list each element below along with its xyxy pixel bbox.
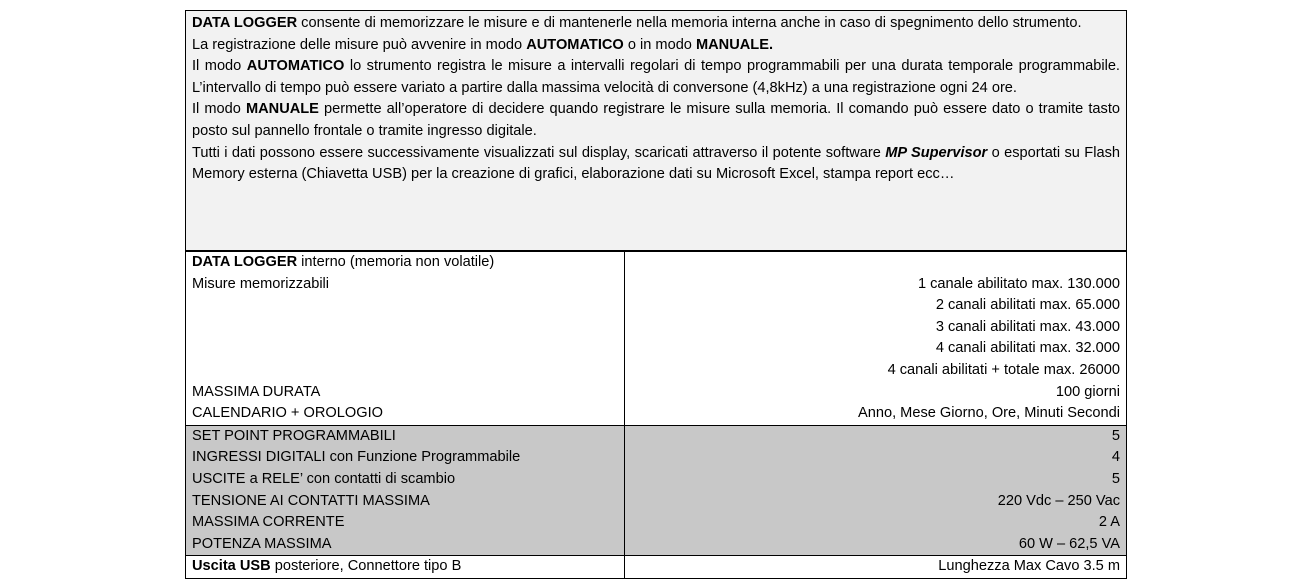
spec-value-potenza: 60 W – 62,5 VA (1018, 535, 1120, 552)
intro-term-manuale: MANUALE. (695, 36, 774, 53)
usb-value-cell (625, 556, 1127, 579)
spec-value-tensione: 220 Vdc – 250 Vac (997, 492, 1120, 509)
intro-text-2b: o in modo (623, 36, 696, 53)
misure-value-4: 4 canali abilitati max. 32.000 (935, 340, 1120, 357)
intro-paragraph-2 (192, 35, 1120, 57)
usb-label-cell (186, 556, 625, 579)
spec-label-tensione: TENSIONE AI CONTATTI MASSIMA (192, 492, 430, 509)
intro-text-2a: La registrazione delle misure può avvenire in modo (192, 36, 527, 53)
intro-paragraph-5 (192, 143, 1120, 186)
misure-value-2: 2 canali abilitati max. 65.000 (935, 297, 1120, 314)
specs-label-cell (186, 425, 625, 556)
spec-value-uscite: 5 (1111, 470, 1120, 487)
misure-value-5: 4 canali abilitati + totale max. 26000 (887, 361, 1120, 378)
spacer (631, 252, 1120, 274)
intro-paragraph-3 (192, 56, 1120, 99)
intro-text-3a: Il modo (192, 58, 247, 75)
calendario-label: CALENDARIO + OROLOGIO (192, 405, 383, 422)
durata-label: MASSIMA DURATA (192, 383, 321, 400)
logger-value-cell (625, 252, 1127, 426)
usb-label-bold: Uscita USB (192, 558, 271, 575)
intro-box (185, 10, 1127, 251)
logger-row (186, 252, 1127, 426)
misure-value-3: 3 canali abilitati max. 43.000 (935, 318, 1120, 335)
usb-label (192, 556, 618, 578)
spec-label-potenza: POTENZA MASSIMA (192, 535, 332, 552)
usb-value: Lunghezza Max Cavo 3.5 m (938, 558, 1120, 575)
calendario-value: Anno, Mese Giorno, Ore, Minuti Secondi (857, 405, 1120, 422)
intro-term-mp-supervisor: MP Supervisor (885, 144, 988, 161)
intro-text-4b: permette all’operatore di decidere quando registrare le misure sulla memoria. Il comando può essere dato o tramite tasto posto sul pannello frontale o tramite ingresso digitale. (192, 101, 1120, 139)
spec-value-corrente: 2 A (1098, 514, 1120, 531)
logger-title-rest: interno (memoria non volatile) (297, 254, 495, 270)
intro-paragraph-1 (192, 13, 1120, 35)
logger-title-bold: DATA LOGGER (192, 254, 298, 270)
spec-table (185, 251, 1127, 579)
intro-text-4a: Il modo (192, 101, 246, 118)
spec-label-corrente: MASSIMA CORRENTE (192, 514, 345, 531)
spacer (192, 338, 618, 360)
spacer (192, 295, 618, 317)
intro-term-data-logger: DATA LOGGER (192, 15, 298, 31)
spec-label-setpoint: SET POINT PROGRAMMABILI (192, 427, 396, 444)
durata-value: 100 giorni (1055, 383, 1120, 400)
usb-label-rest: posteriore, Connettore tipo B (270, 558, 462, 575)
spacer (192, 360, 618, 382)
spec-value-ingressi: 4 (1111, 449, 1120, 466)
intro-term-automatico-2: AUTOMATICO (246, 58, 345, 75)
datasheet-page (185, 10, 1127, 579)
misure-value-1: 1 canale abilitato max. 130.000 (917, 275, 1120, 292)
usb-row (186, 556, 1127, 579)
intro-text-3b: lo strumento registra le misure a intervalli regolari di tempo programmabili per una durata temporale programmabile. L’intervallo di tempo può essere variato a partire dalla massima velocità di conversone (4,8kHz) a una registrazione ogni 24 ore. (192, 58, 1120, 96)
spec-label-uscite: USCITE a RELE’ con contatti di scambio (192, 470, 456, 487)
logger-title (192, 252, 618, 274)
intro-term-automatico: AUTOMATICO (526, 36, 624, 53)
spacer (192, 317, 618, 339)
spec-value-setpoint: 5 (1111, 427, 1120, 444)
intro-text-5a: Tutti i dati possono essere successivamente visualizzati sul display, scaricati attraverso il potente software (192, 144, 886, 161)
intro-text-5b: o esportati su Flash Memory esterna (Chiavetta USB) per la creazione di grafici, elaborazione dati su Microsoft Excel, stampa report ecc… (192, 144, 1120, 183)
intro-term-manuale-2: MANUALE (245, 101, 319, 118)
logger-label-cell (186, 252, 625, 426)
specs-value-cell (625, 425, 1127, 556)
spec-label-ingressi: INGRESSI DIGITALI con Funzione Programmabile (192, 449, 521, 466)
intro-paragraph-4 (192, 99, 1120, 142)
specs-row (186, 425, 1127, 556)
misure-label: Misure memorizzabili (192, 275, 330, 292)
intro-text-1: consente di memorizzare le misure e di mantenerle nella memoria interna anche in caso di spegnimento dello strumento. (297, 15, 1082, 31)
